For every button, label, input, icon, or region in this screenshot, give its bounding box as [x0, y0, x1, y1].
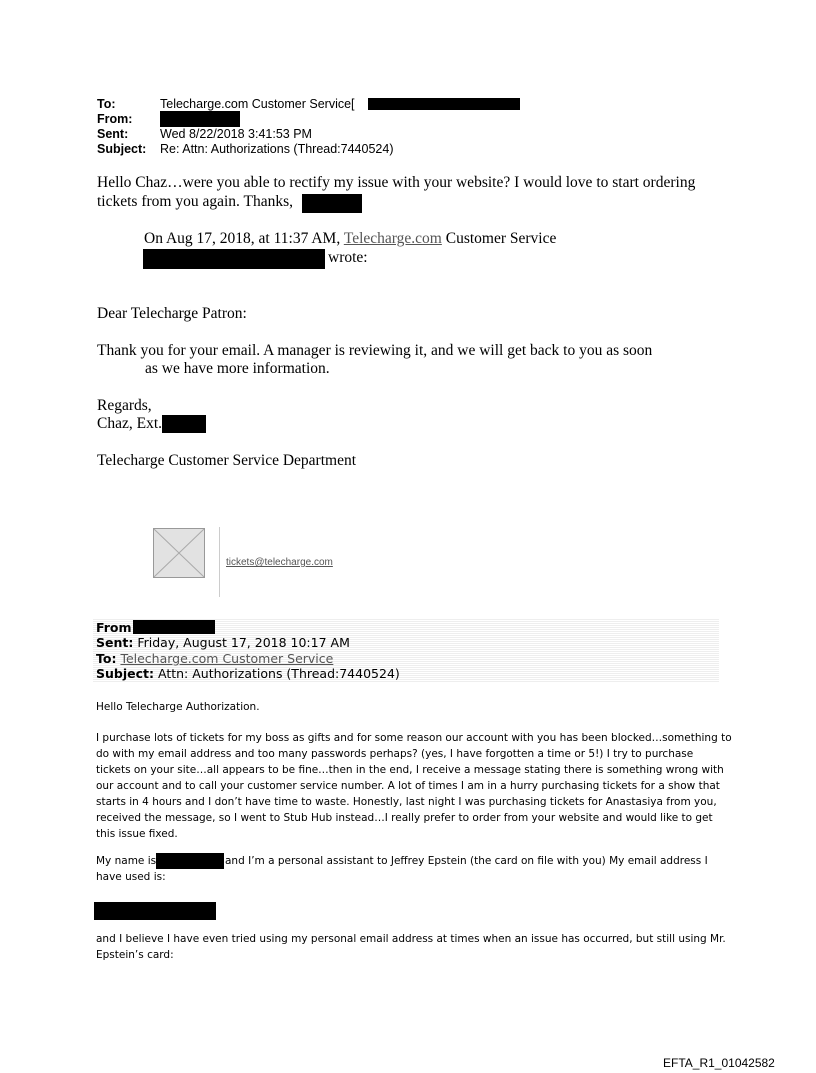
- from-label: From:: [97, 112, 133, 126]
- orig-to-line: [96, 651, 333, 666]
- redaction-extension: [162, 415, 206, 433]
- quote-department: Telecharge Customer Service Department: [97, 452, 357, 469]
- subject-value: Re: Attn: Authorizations (Thread:7440524): [160, 142, 394, 156]
- broken-image-icon: [153, 528, 205, 578]
- orig-p1-line: starts in 4 hours and I don’t have time to waste. Honestly, last night I was purchasing tickets for Anastasiya from you,: [96, 796, 717, 808]
- quote-on-prefix: On Aug 17, 2018, at 11:37 AM,: [144, 230, 341, 247]
- orig-p1-line: this issue fixed.: [96, 828, 178, 840]
- orig-to-link[interactable]: Telecharge.com Customer Service: [120, 651, 334, 666]
- to-value: Telecharge.com Customer Service[: [160, 97, 355, 111]
- redaction-email-address: [94, 902, 216, 920]
- telecharge-link[interactable]: Telecharge.com: [343, 230, 442, 247]
- redaction-sender-name: [302, 194, 362, 213]
- orig-sent-label: Sent:: [96, 635, 134, 650]
- sent-label: Sent:: [97, 127, 129, 141]
- reply-line-2: tickets from you again. Thanks,: [97, 193, 294, 210]
- orig-p2-suffix: and I’m a personal assistant to Jeffrey Epstein (the card on file with you) My email address I: [225, 855, 708, 867]
- quote-greeting: Dear Telecharge Patron:: [97, 305, 247, 322]
- quote-signature: Chaz, Ext.: [97, 415, 162, 432]
- quote-on-suffix: Customer Service: [445, 230, 557, 247]
- orig-p2-prefix: My name is: [96, 855, 157, 867]
- redaction-to-address: [368, 98, 520, 110]
- quote-on-line: [144, 230, 556, 248]
- orig-p1-line: received the message, so I went to Stub Hub instead…I really prefer to order from your website and would like to get: [96, 812, 713, 824]
- orig-subject-label: Subject:: [96, 666, 154, 681]
- redaction-from: [160, 111, 240, 127]
- bates-number: EFTA_R1_01042582: [663, 1056, 775, 1070]
- subject-label: Subject:: [97, 142, 147, 156]
- orig-sent-line: [96, 635, 350, 650]
- orig-p1-line: I purchase lots of tickets for my boss as gifts and for some reason our account with you has been blocked…something to: [96, 732, 732, 744]
- redaction-cs-address: [143, 249, 325, 269]
- redaction-orig-from: [133, 620, 215, 634]
- redaction-assistant-name: [156, 853, 224, 869]
- orig-p3-line-2: Epstein’s card:: [96, 949, 174, 961]
- quote-body-line-1: Thank you for your email. A manager is reviewing it, and we will get back to you as soon: [97, 342, 653, 359]
- orig-p1-line: do with my email address and too many passwords perhaps? (yes, I have forgotten a time or 5!) I try to purchase: [96, 748, 694, 760]
- orig-p1-line: tickets on your site…all appears to be fine…then in the end, I receive a message stating there is something wrong with: [96, 764, 724, 776]
- email-link[interactable]: tickets@telecharge.com: [226, 557, 333, 568]
- to-label: To:: [97, 97, 116, 111]
- orig-subject-value: Attn: Authorizations (Thread:7440524): [157, 666, 400, 681]
- orig-paragraph-1: [96, 730, 732, 842]
- orig-p3-line-1: and I believe I have even tried using my personal email address at times when an issue has occurred, but still using Mr.: [96, 933, 726, 945]
- orig-subject-line: [96, 666, 400, 681]
- orig-sent-value: Friday, August 17, 2018 10:17 AM: [137, 635, 350, 650]
- orig-p2-line-2: have used is:: [96, 871, 166, 883]
- reply-line-1: Hello Chaz…were you able to rectify my issue with your website? I would love to start ordering: [97, 174, 696, 191]
- orig-p1-line: our account and to call your customer service number. A lot of times I am in a hurry purchasing tickets for a show that: [96, 780, 720, 792]
- orig-to-label: To:: [96, 651, 117, 666]
- quote-wrote: wrote:: [328, 249, 368, 266]
- sent-value: Wed 8/22/2018 3:41:53 PM: [160, 127, 312, 141]
- quote-body-line-2: as we have more information.: [145, 360, 330, 377]
- orig-from-label: From: [96, 620, 132, 635]
- signature-divider: [219, 527, 220, 597]
- quote-regards: Regards,: [97, 397, 152, 414]
- orig-greeting: Hello Telecharge Authorization.: [96, 701, 260, 713]
